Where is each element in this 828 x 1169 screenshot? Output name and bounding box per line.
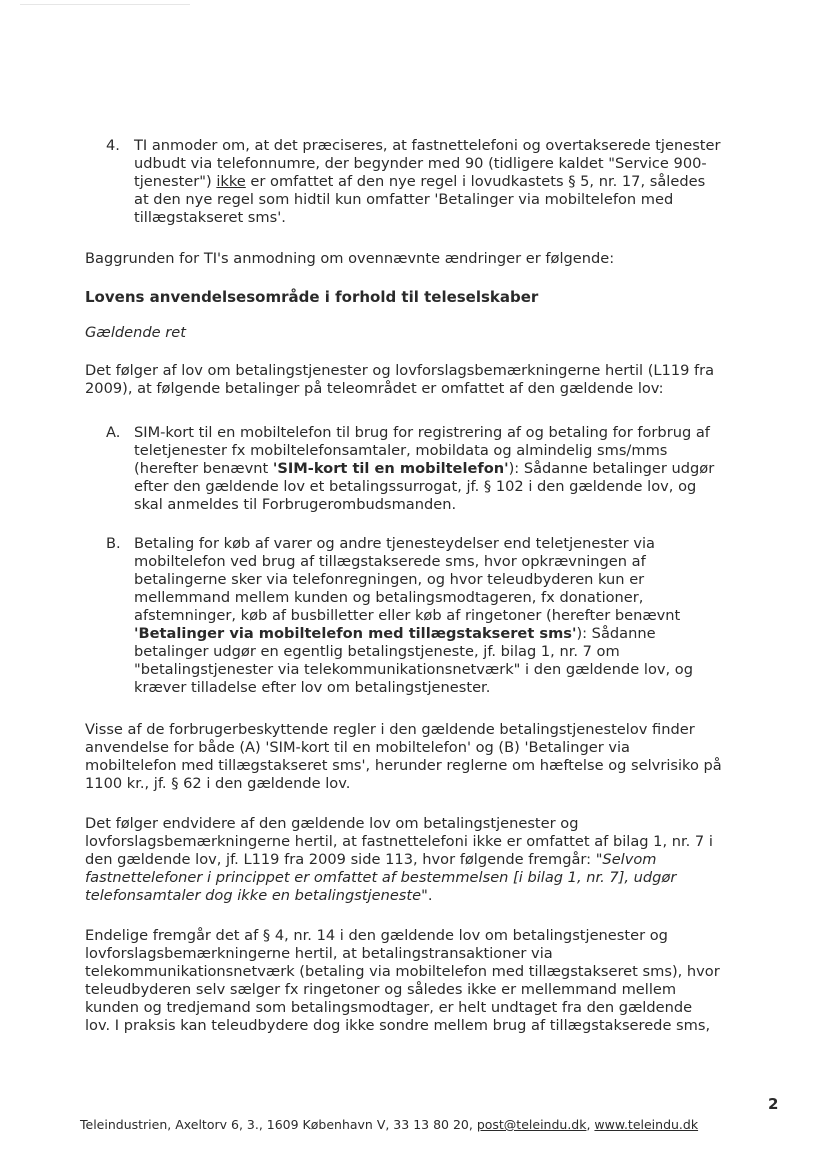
footer-email-link[interactable]: post@teleindu.dk <box>476 1117 587 1132</box>
text-line: mellemmand mellem kunden og betalingsmodtageren, fx donationer, <box>134 589 644 606</box>
underlined-word: ikke <box>216 173 246 190</box>
text-span: ". <box>421 887 433 904</box>
text-line: at den nye regel som hidtil kun omfatter 'Betalinger via mobiltelefon med <box>134 191 674 208</box>
text-line: teleudbyderen selv sælger fx ringetoner og således ikke er mellemmand mellem <box>85 981 677 998</box>
text-line <box>85 887 775 905</box>
text-line: Det følger af lov om betalingstjenester og lovforslagsbemærkningerne hertil (L119 fra <box>85 362 715 379</box>
intro-paragraph: Baggrunden for TI's anmodning om ovennævnte ændringer er følgende: <box>85 250 615 267</box>
text-line: SIM-kort til en mobiltelefon til brug for registrering af og betaling for forbrug af <box>134 424 710 441</box>
quote-line: fastnettelefoner i princippet er omfattet af bestemmelsen [i bilag 1, nr. 7], udgør <box>85 869 677 886</box>
paragraph-4 <box>85 927 775 1035</box>
page-number: 2 <box>768 1095 779 1113</box>
list-item-text <box>134 535 770 697</box>
text-line: kunden og tredjemand som betalingsmodtager, er helt undtaget fra den gældende <box>85 999 693 1016</box>
text-line: lov. I praksis kan teleudbydere dog ikke sondre mellem brug af tillægstakserede sms, <box>85 1017 711 1034</box>
footer <box>80 1116 698 1134</box>
text-line: betalinger udgør en egentlig betalingstjeneste, jf. bilag 1, nr. 7 om <box>134 643 620 660</box>
text-span: ): Sådanne betalinger udgør <box>508 460 715 477</box>
footer-separator: , <box>586 1117 595 1132</box>
paragraph-3 <box>85 815 775 905</box>
text-line <box>134 460 770 478</box>
text-line: "betalingstjenester via telekommunikationsnetværk" i den gældende lov, og <box>134 661 693 678</box>
text-line: 1100 kr., jf. § 62 i den gældende lov. <box>85 775 351 792</box>
bold-term: 'Betalinger via mobiltelefon med tillægstakseret sms' <box>134 625 577 642</box>
list-marker: B. <box>106 535 121 552</box>
text-span: er omfattet af den nye regel i lovudkastets § 5, nr. 17, således <box>245 173 706 190</box>
text-line <box>134 173 770 191</box>
text-span: tjenester") <box>134 173 217 190</box>
text-line: teletjenester fx mobiltelefonsamtaler, mobildata og almindelig sms/mms <box>134 442 668 459</box>
text-line: telekommunikationsnetværk (betaling via mobiltelefon med tillægstakseret sms), hvor <box>85 963 720 980</box>
paragraph-2 <box>85 721 775 793</box>
text-line: Endelige fremgår det af § 4, nr. 14 i den gældende lov om betalingstjenester og <box>85 927 668 944</box>
text-line: lovforslagsbemærkningerne hertil, at fastnettelefoni ikke er omfattet af bilag 1, nr. 7 i <box>85 833 713 850</box>
list-item-text <box>134 424 770 514</box>
bold-term: 'SIM-kort til en mobiltelefon' <box>272 460 509 477</box>
text-line: udbudt via telefonnumre, der begynder med 90 (tidligere kaldet "Service 900- <box>134 155 707 172</box>
scan-artifact-line <box>20 4 190 5</box>
text-line: Det følger endvidere af den gældende lov om betalingstjenester og <box>85 815 579 832</box>
text-line: Visse af de forbrugerbeskyttende regler i den gældende betalingstjenestelov finder <box>85 721 695 738</box>
footer-address: Teleindustrien, Axeltorv 6, 3., 1609 København V, 33 13 80 20, <box>80 1117 477 1132</box>
text-line: 2009), at følgende betalinger på teleområdet er omfattet af den gældende lov: <box>85 380 664 397</box>
text-line: mobiltelefon med tillægstakseret sms', herunder reglerne om hæftelse og selvrisiko på <box>85 757 722 774</box>
subheading: Gældende ret <box>85 324 186 341</box>
text-line: skal anmeldes til Forbrugerombudsmanden. <box>134 496 457 513</box>
list-marker: A. <box>106 424 121 441</box>
footer-website-link[interactable]: www.teleindu.dk <box>594 1117 699 1132</box>
quote-span: "Selvom <box>595 851 657 868</box>
text-line: anvendelse for både (A) 'SIM-kort til en mobiltelefon' og (B) 'Betalinger via <box>85 739 630 756</box>
text-line: efter den gældende lov et betalingssurrogat, jf. § 102 i den gældende lov, og <box>134 478 697 495</box>
text-line: mobiltelefon ved brug af tillægstakserede sms, hvor opkrævningen af <box>134 553 646 570</box>
text-line: TI anmoder om, at det præciseres, at fastnettelefoni og overtakserede tjenester <box>134 137 721 154</box>
section-heading: Lovens anvendelsesområde i forhold til teleselskaber <box>85 288 539 306</box>
list-item-text <box>134 137 770 227</box>
text-line: tillægstakseret sms'. <box>134 209 286 226</box>
text-line <box>85 851 775 869</box>
paragraph-1 <box>85 362 765 398</box>
text-line: betalingerne sker via telefonregningen, og hvor teleudbyderen kun er <box>134 571 645 588</box>
text-span: den gældende lov, jf. L119 fra 2009 side 113, hvor følgende fremgår: <box>85 851 596 868</box>
text-line: kræver tilladelse efter lov om betalingstjenester. <box>134 679 491 696</box>
text-span: ): Sådanne <box>576 625 656 642</box>
quote-span: telefonsamtaler dog ikke en betalingstjeneste <box>85 887 422 904</box>
text-line: afstemninger, køb af busbilletter eller køb af ringetoner (herefter benævnt <box>134 607 681 624</box>
text-line: lovforslagsbemærkningerne hertil, at betalingstransaktioner via <box>85 945 553 962</box>
text-line <box>134 625 770 643</box>
text-line: Betaling for køb af varer og andre tjenesteydelser end teletjenester via <box>134 535 655 552</box>
list-marker: 4. <box>106 137 120 154</box>
text-span: (herefter benævnt <box>134 460 273 477</box>
